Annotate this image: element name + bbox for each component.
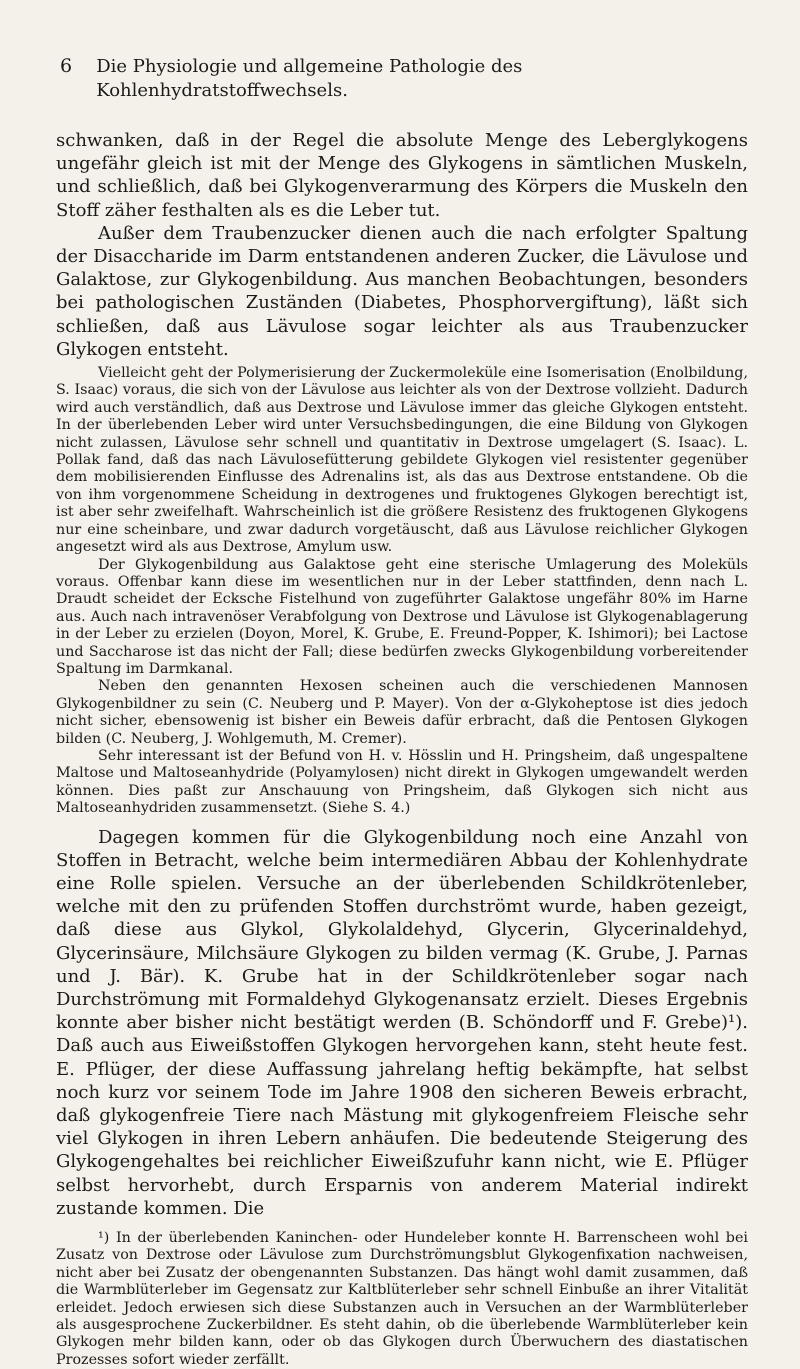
body-paragraph-2: Außer dem Traubenzucker dienen auch die nach erfolgter Spaltung der Disaccharide im Darm entstandenen anderen Zucker, die Lävulose und Galaktose, zur Glykogenbildung. Aus manchen Beobachtungen, besonders bei pathologischen Zuständen (Diabetes, Phosphorvergiftung), läßt sich schließen, daß aus Lävulose sogar leichter als aus Traubenzucker Glykogen entsteht. (56, 222, 748, 360)
running-title: Die Physiologie und allgemeine Pathologie des Kohlenhydratstoffwechsels. (96, 56, 523, 101)
body-paragraph-3: Dagegen kommen für die Glykogenbildung noch eine Anzahl von Stoffen in Betracht, welche beim intermediären Abbau der Kohlenhydrate eine Rolle spielen. Versuche an der überlebenden Schildkrötenleber, welche mit den zu prüfenden Stoffen durchströmt wurde, haben gezeigt, daß diese aus Glykol, Glykolaldehyd, Glycerin, Glycerinaldehyd, Glycerinsäure, Milchsäure Glykogen zu bilden vermag (K. Grube, J. Parnas und J. Bär). K. Grube hat in der Schildkrötenleber sogar nach Durchströmung mit Formaldehyd Glykogenansatz erzielt. Dieses Ergebnis konnte aber bisher nicht bestätigt werden (B. Schöndorff und F. Grebe)¹). Daß auch aus Eiweißstoffen Glykogen hervorgehen kann, steht heute fest. E. Pflüger, der diese Auffassung jahrelang heftig bekämpfte, hat selbst noch kurz vor seinem Tode im Jahre 1908 den sicheren Beweis erbracht, daß glykogenfreie Tiere nach Mästung mit glykogenfreiem Fleische sehr viel Glykogen in ihren Lebern anhäufen. Die bedeutende Steigerung des Glykogengehaltes bei reichlicher Eiweißzufuhr kann nicht, wie E. Pflüger selbst hervorhebt, durch Ersparnis von anderem Material indirekt zustande kommen. Die (56, 826, 748, 1219)
page-number: 6 (60, 55, 73, 77)
footnote: ¹) In der überlebenden Kaninchen- oder Hundeleber konnte H. Barrenscheen wohl bei Zusatz von Dextrose oder Lävulose zum Durchströmungsblut Glykogenfixation nachweisen, nicht aber bei Zusatz der obengenannten Substanzen. Das hängt wohl damit zusammen, daß die Warmblüterleber im Gegensatz zur Kaltblüterleber sehr schnell Einbuße an ihrer Vitalität erleidet. Jedoch erwiesen sich diese Substanzen auch in Versuchen an der Warmblüterleber als ausgesprochene Zuckerbildner. Es steht dahin, ob die überlebende Warmblüterleber kein Glykogen mehr bilden kann, oder ob das Glykogen durch Überwuchern des diastatischen Prozesses sofort wieder zerfällt. (56, 1230, 748, 1368)
running-header (56, 54, 748, 103)
small-print-paragraph-1: Vielleicht geht der Polymerisierung der Zuckermoleküle eine Isomerisation (Enolbildung, S. Isaac) voraus, die sich von der Lävulose aus leichter als von der Dextrose vollzieht. Dadurch wird auch verständlich, daß aus Dextrose und Lävulose immer das gleiche Glykogen entsteht. In der überlebenden Leber wird unter Versuchsbedingungen, die eine Bildung von Glykogen nicht zulassen, Lävulose sehr schnell und quantitativ in Dextrose umgelagert (S. Isaac). L. Pollak fand, daß das nach Lävulosefütterung gebildete Glykogen viel resistenter gegenüber dem mobilisierenden Einflusse des Adrenalins ist, als das aus Dextrose entstandene. Ob die von ihm vorgenommene Scheidung in dextrogenes und fruktogenes Glykogen berechtigt ist, ist aber sehr zweifelhaft. Wahrscheinlich ist die größere Resistenz des fruktogenen Glykogens nur eine scheinbare, und zwar dadurch vorgetäuscht, daß aus Lävulose reichlicher Glykogen angesetzt wird als aus Dextrose, Amylum usw. (56, 365, 748, 556)
small-print-paragraph-2: Der Glykogenbildung aus Galaktose geht eine sterische Umlagerung des Moleküls voraus. Offenbar kann diese im wesentlichen nur in der Leber stattfinden, denn nach L. Draudt scheidet der Ecksche Fistelhund von zugeführter Galaktose ungefähr 80% im Harne aus. Auch nach intravenöser Verabfolgung von Dextrose und Lävulose ist Glykogenablagerung in der Leber zu erzielen (Doyon, Morel, K. Grube, E. Freund-Popper, K. Ishimori); bei Lactose und Saccharose ist das nicht der Fall; diese bedürfen zwecks Glykogenbildung vorbereitender Spaltung im Darmkanal. (56, 556, 748, 677)
body-paragraph-1: schwanken, daß in der Regel die absolute Menge des Leberglykogens ungefähr gleich ist mit der Menge des Glykogens in sämtlichen Muskeln, und schließlich, daß bei Glykogenverarmung des Körpers die Muskeln den Stoff zäher festhalten als es die Leber tut. (56, 130, 748, 221)
small-print-paragraph-3: Neben den genannten Hexosen scheinen auch die verschiedenen Mannosen Glykogenbildner zu sein (C. Neuberg und P. Mayer). Von der α-Glykoheptose ist dies jedoch nicht sicher, ebensowenig ist bisher ein Beweis dafür erbracht, daß die Pentosen Glykogen bilden (C. Neuberg, J. Wohlgemuth, M. Cremer). (56, 678, 748, 747)
small-print-paragraph-4: Sehr interessant ist der Befund von H. v. Hösslin und H. Pringsheim, daß ungespaltene Maltose und Maltoseanhydride (Polyamylosen) nicht direkt in Glykogen umgewandelt werden können. Dies paßt zur Anschauung von Pringsheim, daß Glykogen sich nicht aus Maltoseanhydriden zusammensetzt. (Siehe S. 4.) (56, 747, 748, 817)
